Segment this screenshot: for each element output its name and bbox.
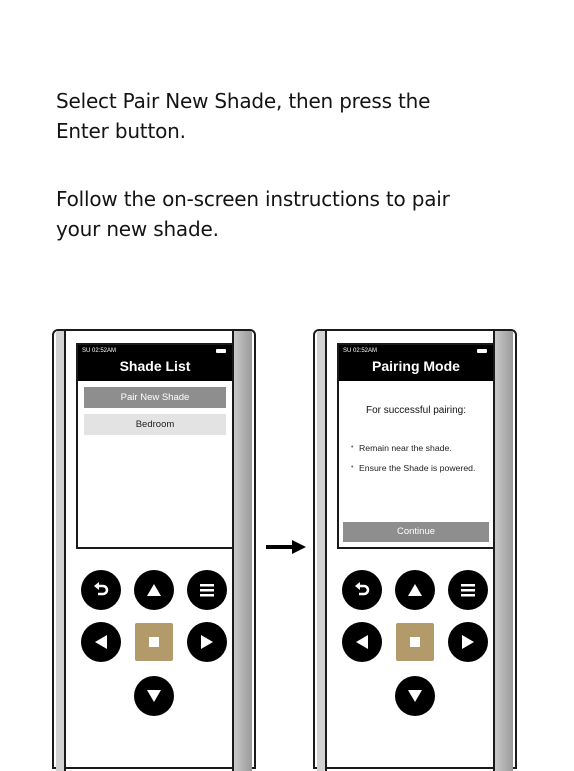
enter-button[interactable]: [135, 623, 173, 661]
enter-button[interactable]: [396, 623, 434, 661]
menu-button[interactable]: [187, 570, 227, 610]
screen-title: Shade List: [119, 358, 191, 374]
enter-icon: [149, 637, 159, 647]
right-icon: [459, 633, 477, 651]
down-button[interactable]: [395, 676, 435, 716]
remote-screen: [337, 343, 495, 549]
remote-body: [52, 329, 256, 769]
pairing-bullet: • Remain near the shade.: [359, 442, 483, 454]
remote-body: [313, 329, 517, 769]
pairing-bullet: • Ensure the Shade is powered.: [359, 462, 483, 474]
up-icon: [145, 581, 163, 599]
enter-icon: [410, 637, 420, 647]
left-button[interactable]: [342, 622, 382, 662]
screen-header: [78, 345, 232, 381]
up-icon: [406, 581, 424, 599]
remote-right: [313, 329, 519, 759]
remote-left: [52, 329, 258, 759]
remote-rail-right: [493, 331, 513, 771]
right-icon: [198, 633, 216, 651]
remote-rail-left: [56, 331, 66, 771]
menu-icon: [459, 581, 477, 599]
up-button[interactable]: [395, 570, 435, 610]
up-button[interactable]: [134, 570, 174, 610]
instruction-step-1: Select Pair New Shade, then press the Enter button.: [56, 89, 431, 143]
remote-screen: [76, 343, 234, 549]
list-item-pair-new-shade[interactable]: Pair New Shade: [84, 387, 226, 408]
continue-button[interactable]: Continue: [343, 522, 489, 542]
remote-rail-right: [232, 331, 252, 771]
battery-icon: [477, 349, 487, 353]
remote-rail-left: [317, 331, 327, 771]
down-icon: [145, 687, 163, 705]
back-button[interactable]: [81, 570, 121, 610]
back-button[interactable]: [342, 570, 382, 610]
right-button[interactable]: [448, 622, 488, 662]
back-icon: [90, 579, 112, 601]
pairing-instructions: [339, 442, 493, 474]
list-item-bedroom[interactable]: Bedroom: [84, 414, 226, 435]
right-button[interactable]: [187, 622, 227, 662]
pairing-heading: For successful pairing:: [365, 405, 467, 416]
instruction-step-2: Follow the on-screen instructions to pair your new shade.: [56, 187, 450, 241]
status-time: SU 02:52AM: [343, 348, 378, 354]
down-button[interactable]: [134, 676, 174, 716]
screen-title: Pairing Mode: [372, 358, 460, 374]
down-icon: [406, 687, 424, 705]
left-button[interactable]: [81, 622, 121, 662]
menu-icon: [198, 581, 216, 599]
screen-header: [339, 345, 493, 381]
battery-icon: [216, 349, 226, 353]
arrow-right-icon: [266, 539, 306, 555]
status-time: SU 02:52AM: [82, 348, 117, 354]
left-icon: [353, 633, 371, 651]
menu-button[interactable]: [448, 570, 488, 610]
back-icon: [351, 579, 373, 601]
left-icon: [92, 633, 110, 651]
